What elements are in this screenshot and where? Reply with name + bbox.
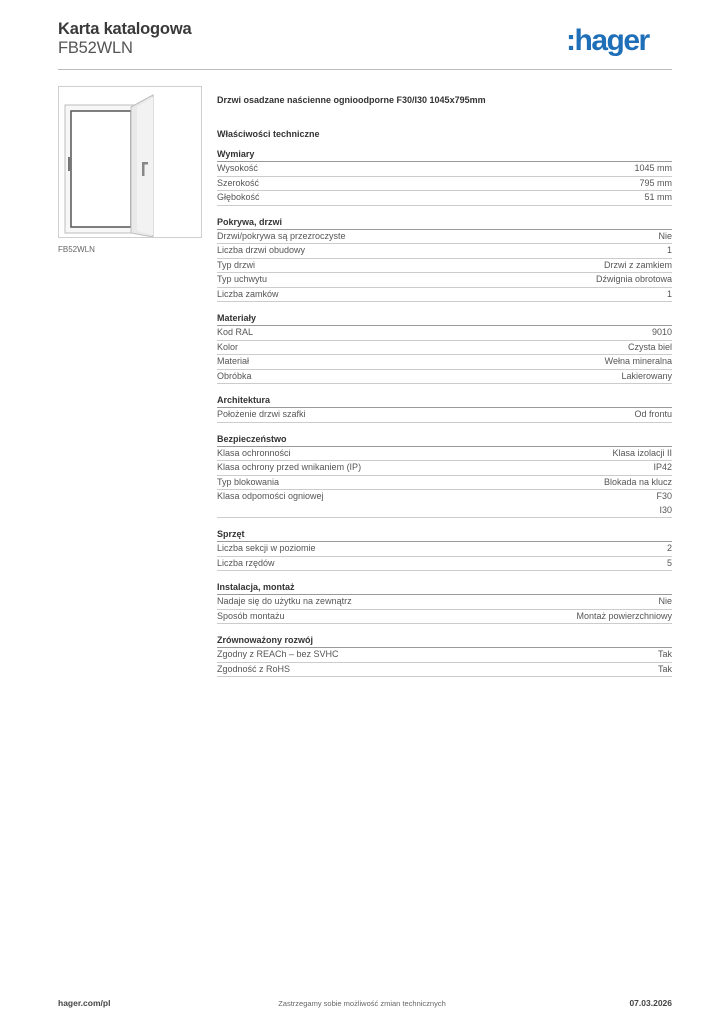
product-code: FB52WLN <box>58 39 133 57</box>
spec-label: Sposób montażu <box>217 610 285 621</box>
spec-value-line: 1045 mm <box>634 163 672 173</box>
spec-value-line: Czysta biel <box>627 341 672 352</box>
spec-label: Głębokość <box>217 192 260 202</box>
spec-value-line: Blokada na klucz <box>603 476 672 487</box>
image-caption: FB52WLN <box>58 245 95 254</box>
spec-value <box>658 663 672 677</box>
svg-text::hager: :hager <box>566 24 649 57</box>
spec-value-line: Lakierowany <box>621 370 672 381</box>
spec-label: Typ uchwytu <box>217 274 268 284</box>
spec-row <box>217 370 672 385</box>
spec-row <box>217 557 672 572</box>
spec-row <box>217 191 672 206</box>
spec-label: Obróbka <box>217 370 252 381</box>
header-divider <box>58 69 672 70</box>
spec-value <box>612 447 672 461</box>
technical-properties-heading: Właściwości techniczne <box>217 129 320 139</box>
spec-row <box>217 177 672 192</box>
spec-value-line: Tak <box>657 649 672 659</box>
section-title: Instalacja, montaż <box>217 582 295 592</box>
spec-value <box>621 370 672 384</box>
door-illustration <box>59 87 201 237</box>
spec-value <box>658 648 672 662</box>
spec-row <box>217 490 672 518</box>
spec-label: Liczba rzędów <box>217 557 275 568</box>
spec-row <box>217 476 672 491</box>
spec-value-line: I30 <box>659 504 672 515</box>
spec-value-line: 9010 <box>651 327 672 337</box>
spec-value <box>667 244 672 258</box>
spec-value <box>634 408 672 422</box>
spec-label: Kod RAL <box>217 327 254 337</box>
spec-label: Materiał <box>217 356 250 366</box>
spec-row <box>217 663 672 678</box>
spec-value-line: IP42 <box>653 462 672 472</box>
spec-row <box>217 230 672 245</box>
spec-section <box>217 394 672 423</box>
spec-row <box>217 162 672 177</box>
section-title: Architektura <box>217 395 271 405</box>
section-title: Zrównoważony rozwój <box>217 635 313 645</box>
spec-row <box>217 408 672 423</box>
spec-label: Liczba zamków <box>217 288 279 299</box>
spec-value-line: F30 <box>656 491 672 501</box>
spec-section <box>217 528 672 571</box>
spec-section <box>217 148 672 206</box>
footer-date: 07.03.2026 <box>629 998 672 1008</box>
footer-disclaimer: Zastrzegamy sobie możliwość zmian technicznych <box>278 999 446 1008</box>
spec-value-line: Dźwignia obrotowa <box>595 274 672 284</box>
section-title: Wymiary <box>217 149 255 159</box>
spec-row <box>217 341 672 356</box>
spec-value <box>634 162 672 176</box>
spec-row <box>217 355 672 370</box>
section-title: Bezpieczeństwo <box>217 433 287 444</box>
spec-row <box>217 288 672 303</box>
spec-section <box>217 312 672 384</box>
spec-row <box>217 259 672 274</box>
spec-value-line: 1 <box>666 245 672 255</box>
document-title: Karta katalogowa <box>58 20 192 38</box>
spec-value-line: Od frontu <box>634 409 672 419</box>
spec-label: Typ blokowania <box>217 476 280 487</box>
footer-website: hager.com/pl <box>58 998 111 1008</box>
spec-row <box>217 447 672 462</box>
spec-label: Klasa ochrony przed wnikaniem (IP) <box>217 462 362 472</box>
hager-logo <box>566 24 676 58</box>
spec-value <box>604 476 672 490</box>
spec-value-line: Klasa izolacji II <box>612 447 672 458</box>
spec-label: Szerokość <box>217 177 260 188</box>
spec-section <box>217 433 672 519</box>
spec-section <box>217 581 672 624</box>
spec-label: Liczba sekcji w poziomie <box>217 543 316 553</box>
spec-value-line: Wełna mineralna <box>604 356 672 366</box>
spec-label: Zgodność z RoHS <box>217 663 291 674</box>
spec-value-line: 2 <box>666 543 672 553</box>
spec-row <box>217 461 672 476</box>
spec-label: Klasa ochronności <box>217 447 291 458</box>
spec-label: Wysokość <box>217 163 258 173</box>
spec-value <box>644 191 672 205</box>
spec-value-line: 51 mm <box>644 192 672 202</box>
spec-value <box>576 610 672 624</box>
spec-value <box>658 230 672 244</box>
spec-value <box>656 490 672 517</box>
spec-value <box>653 461 672 475</box>
spec-value <box>628 341 672 355</box>
spec-label: Kolor <box>217 341 239 352</box>
spec-value-line: Tak <box>657 663 672 674</box>
section-title: Pokrywa, drzwi <box>217 216 283 227</box>
spec-value <box>667 542 672 556</box>
spec-label: Zgodny z REACh – bez SVHC <box>217 649 339 659</box>
spec-value <box>658 595 672 609</box>
spec-label: Typ drzwi <box>217 259 256 270</box>
spec-label: Nadaje się do użytku na zewnątrz <box>217 596 352 606</box>
product-image <box>58 86 202 238</box>
spec-row <box>217 244 672 259</box>
spec-label: Klasa odpomości ogniowej <box>217 491 324 501</box>
product-description: Drzwi osadzane naścienne ognioodporne F30/I30 1045x795mm <box>217 95 486 105</box>
spec-value-line: 795 mm <box>639 177 672 188</box>
spec-value-line: 1 <box>666 288 672 299</box>
section-title: Sprzęt <box>217 529 245 539</box>
spec-value <box>605 355 672 369</box>
spec-label: Drzwi/pokrywa są przezroczyste <box>217 230 346 241</box>
spec-row <box>217 542 672 557</box>
spec-row <box>217 610 672 625</box>
spec-label: Położenie drzwi szafki <box>217 409 306 419</box>
spec-value <box>667 557 672 571</box>
spec-section <box>217 216 672 303</box>
spec-sections <box>217 148 672 677</box>
spec-value <box>596 273 672 287</box>
spec-row <box>217 273 672 288</box>
spec-row <box>217 326 672 341</box>
section-title: Materiały <box>217 313 257 323</box>
spec-value-line: Montaż powierzchniowy <box>576 610 672 621</box>
spec-row <box>217 595 672 610</box>
specifications <box>217 93 672 677</box>
spec-section <box>217 634 672 677</box>
spec-row <box>217 648 672 663</box>
spec-value <box>604 259 672 273</box>
spec-value <box>639 177 672 191</box>
spec-value-line: 5 <box>666 557 672 568</box>
spec-value-line: Nie <box>658 230 672 241</box>
spec-label: Liczba drzwi obudowy <box>217 245 306 255</box>
spec-value <box>652 326 672 340</box>
spec-value <box>667 288 672 302</box>
spec-value-line: Nie <box>658 596 672 606</box>
spec-value-line: Drzwi z zamkiem <box>603 259 672 270</box>
